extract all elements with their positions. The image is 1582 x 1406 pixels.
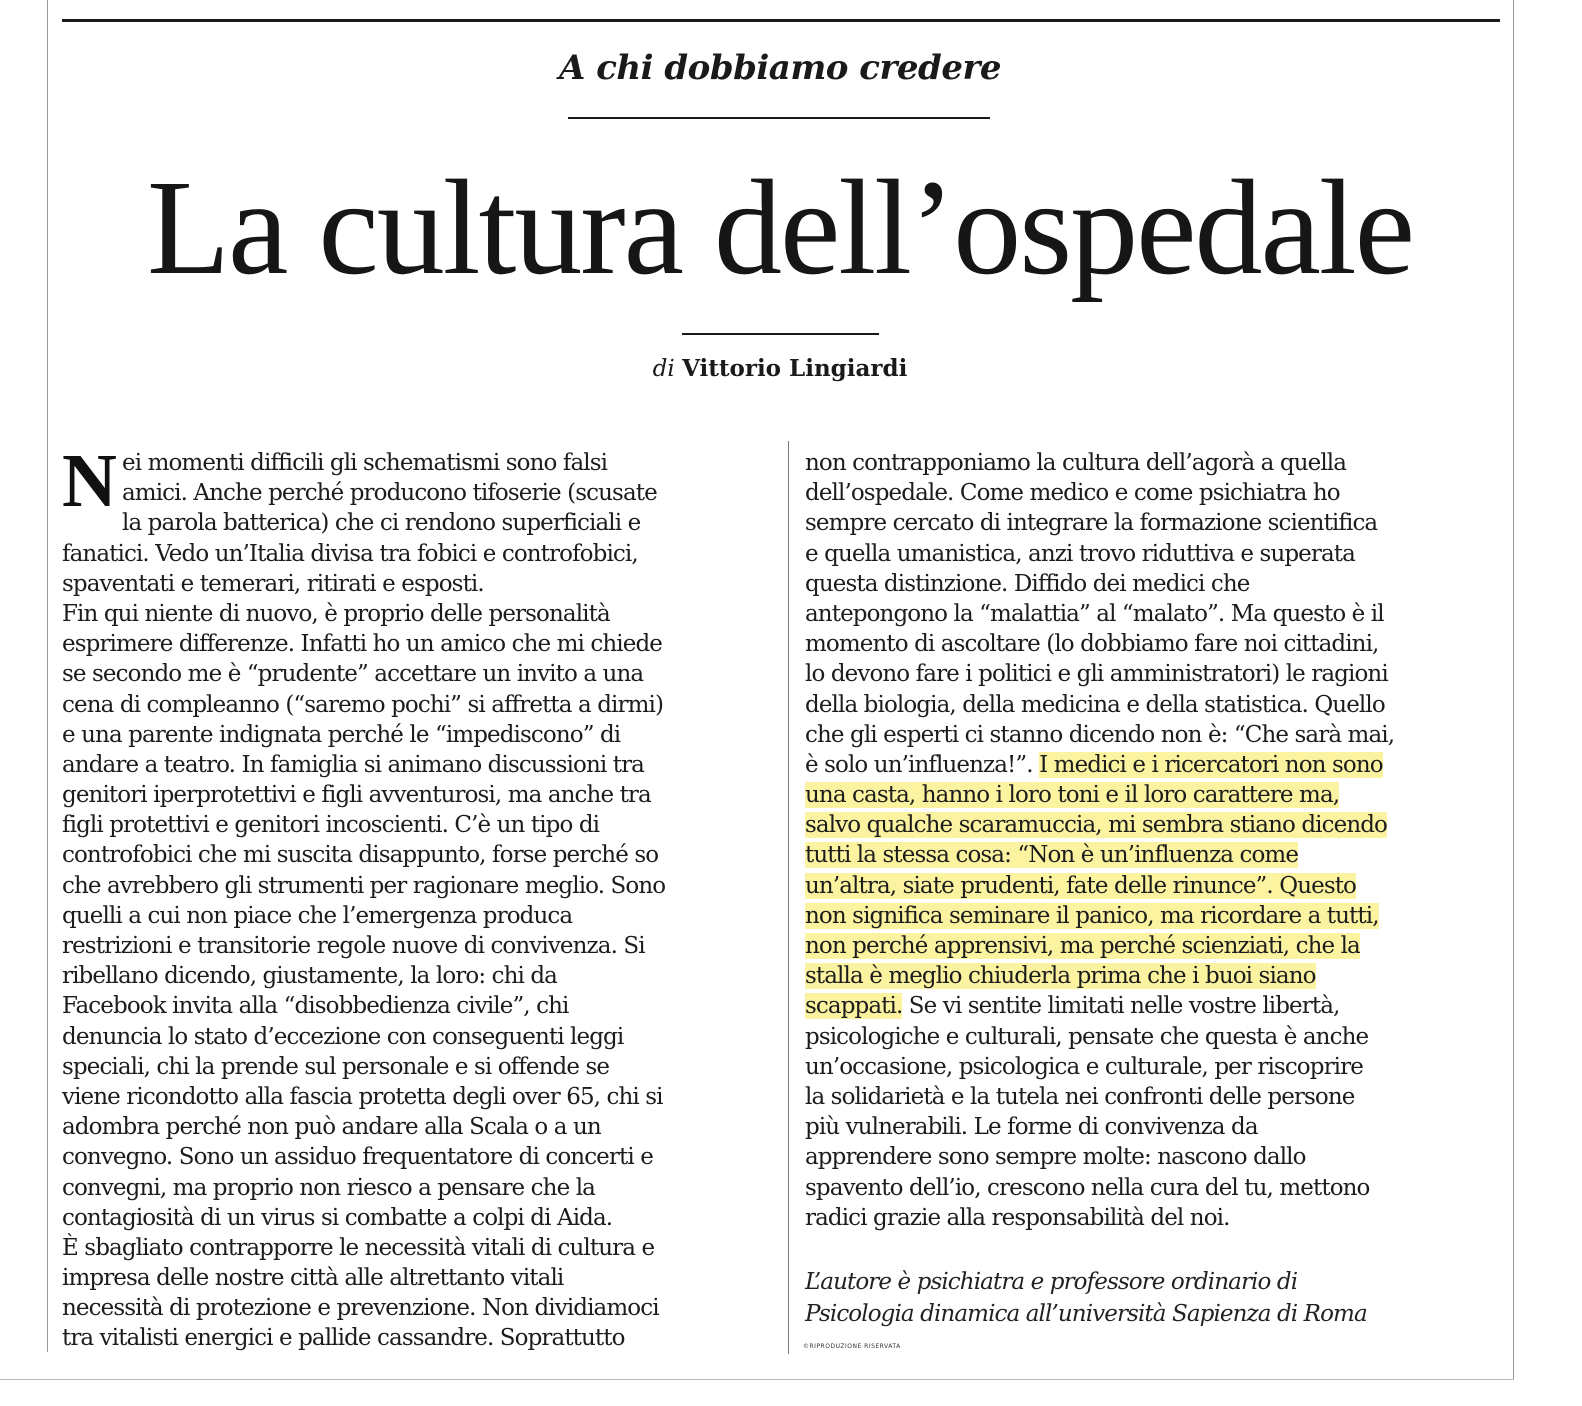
text-line: esprimere differenze. Infatti ho un amico che mi chiede <box>62 631 663 658</box>
text-line <box>805 901 1495 931</box>
kicker-underline <box>568 117 990 119</box>
text-line: ribellano dicendo, giustamente, la loro: chi da <box>62 963 557 990</box>
byline-rule <box>682 333 879 335</box>
text-line <box>805 991 1495 1021</box>
column-divider <box>788 441 789 1354</box>
text-line <box>805 840 1495 870</box>
text-line: che gli esperti ci stanno dicendo non è: “Che sarà mai, <box>805 721 1395 748</box>
article-column-left <box>62 439 772 1354</box>
article-kicker: A chi dobbiamo credere <box>558 48 1002 88</box>
page-border-bottom <box>0 1379 1514 1380</box>
text-line: dell’ospedale. Come medico e come psichiatra ho <box>805 480 1340 507</box>
text-line: spaventati e temerari, ritirati e esposti. <box>62 570 484 597</box>
text-line: psicologiche e culturali, pensate che questa è anche <box>805 1023 1369 1050</box>
text-line: un’occasione, psicologica e culturale, per riscoprire <box>805 1053 1363 1080</box>
author-note-line: L’autore è psichiatra e professore ordinario di <box>805 1269 1298 1295</box>
text-line <box>805 810 1495 840</box>
text-line: sempre cercato di integrare la formazione scientifica <box>805 510 1378 537</box>
article-column-right <box>805 448 1495 1233</box>
highlighted-text: tutti la stessa cosa: “Non è un’influenza come <box>805 842 1299 869</box>
top-rule <box>62 19 1500 22</box>
text-line: lo devono fare i politici e gli amministratori) le ragioni <box>805 661 1388 688</box>
author-note-line: Psicologia dinamica all’università Sapienza di Roma <box>805 1301 1367 1327</box>
byline-prefix: di <box>652 356 675 382</box>
text-line: figli protettivi e genitori incoscienti. C’è un tipo di <box>62 812 600 839</box>
text-line: la parola batterica) che ci rendono superficiali e <box>122 510 641 537</box>
text-line: contagiosità di un virus si combatte a colpi di Aida. <box>62 1204 613 1231</box>
copyright-notice: ©RIPRODUZIONE RISERVATA <box>803 1343 901 1350</box>
highlighted-text: una casta, hanno i loro toni e il loro carattere ma, <box>805 782 1340 809</box>
text-line: fanatici. Vedo un’Italia divisa tra fobici e controfobici, <box>62 540 638 567</box>
highlighted-text: scappati. <box>805 993 903 1020</box>
text-line: non contrapponiamo la cultura dell’agorà a quella <box>805 450 1347 476</box>
highlighted-text: non significa seminare il panico, ma ricordare a tutti, <box>805 902 1379 929</box>
text-line <box>805 871 1495 901</box>
text-line: più vulnerabili. Le forme di convivenza da <box>805 1114 1258 1141</box>
text-line: della biologia, della medicina e della statistica. Quello <box>805 691 1385 718</box>
text-segment: è solo un’influenza!”. <box>805 751 1040 778</box>
text-line: quelli a cui non piace che l’emergenza produca <box>62 902 573 929</box>
text-line: e una parente indignata perché le “impediscono” di <box>62 721 621 748</box>
article-title: La cultura dell’ospedale <box>146 153 1414 303</box>
text-line: andare a teatro. In famiglia si animano discussioni tra <box>62 751 644 778</box>
text-line: radici grazie alla responsabilità del noi. <box>805 1204 1230 1231</box>
text-line: convegni, ma proprio non riesco a pensare che la <box>62 1174 595 1201</box>
drop-cap: N <box>62 439 116 523</box>
byline <box>0 355 1560 382</box>
author-note <box>805 1266 1495 1330</box>
author-name: Vittorio Lingiardi <box>682 355 908 382</box>
text-line: amici. Anche perché producono tifoserie (scusate <box>122 480 657 507</box>
text-line: speciali, chi la prende sul personale e si offende se <box>62 1053 610 1080</box>
text-line <box>805 750 1495 780</box>
text-line: impresa delle nostre città alle altrettanto vitali <box>62 1265 564 1292</box>
highlighted-text: stalla è meglio chiuderla prima che i buoi siano <box>805 963 1316 990</box>
text-line: momento di ascoltare (lo dobbiamo fare noi cittadini, <box>805 631 1379 658</box>
text-line: antepongono la “malattia” al “malato”. Ma questo è il <box>805 600 1384 627</box>
text-line <box>805 780 1495 810</box>
highlighted-text: un’altra, siate prudenti, fate delle rinunce”. Questo <box>805 872 1357 899</box>
highlighted-text: salvo qualche scaramuccia, mi sembra stiano dicendo <box>805 812 1388 839</box>
text-line: cena di compleanno (“saremo pochi” si affretta a dirmi) <box>62 691 664 718</box>
text-line <box>805 931 1495 961</box>
highlighted-text: non perché apprensivi, ma perché scienziati, che la <box>805 933 1360 959</box>
text-line: È sbagliato contrapporre le necessità vitali di cultura e <box>62 1234 655 1261</box>
text-line: convegno. Sono un assiduo frequentatore di concerti e <box>62 1144 653 1171</box>
text-segment: Se vi sentite limitati nelle vostre libertà, <box>902 993 1340 1020</box>
text-line: Facebook invita alla “disobbedienza civile”, chi <box>62 993 569 1020</box>
text-line <box>805 961 1495 991</box>
text-line: se secondo me è “prudente” accettare un invito a una <box>62 661 644 688</box>
text-line: e quella umanistica, anzi trovo riduttiva e superata <box>805 540 1355 567</box>
text-line: genitori iperprotettivi e figli avventurosi, ma anche tra <box>62 782 651 809</box>
text-line: spavento dell’io, crescono nella cura del tu, mettono <box>805 1174 1370 1201</box>
text-line: ei momenti difficili gli schematismi sono falsi <box>122 450 608 476</box>
text-line: necessità di protezione e prevenzione. Non dividiamoci <box>62 1295 659 1322</box>
text-line: tra vitalisti energici e pallide cassandre. Soprattutto <box>62 1325 625 1352</box>
text-line: controfobici che mi suscita disappunto, forse perché so <box>62 842 659 869</box>
highlighted-text: I medici e i ricercatori non sono <box>1039 751 1383 778</box>
text-line: questa distinzione. Diffido dei medici che <box>805 570 1250 597</box>
text-line: la solidarietà e la tutela nei confronti delle persone <box>805 1083 1355 1110</box>
text-line: Fin qui niente di nuovo, è proprio delle personalità <box>62 600 610 627</box>
text-line: che avrebbero gli strumenti per ragionare meglio. Sono <box>62 872 666 899</box>
text-line: adombra perché non può andare alla Scala o a un <box>62 1114 601 1141</box>
text-line: apprendere sono sempre molte: nascono dallo <box>805 1144 1306 1171</box>
text-line: viene ricondotto alla fascia protetta degli over 65, chi si <box>62 1083 663 1110</box>
text-line: restrizioni e transitorie regole nuove di convivenza. Si <box>62 933 645 959</box>
text-line: denuncia lo stato d’eccezione con conseguenti leggi <box>62 1023 624 1050</box>
